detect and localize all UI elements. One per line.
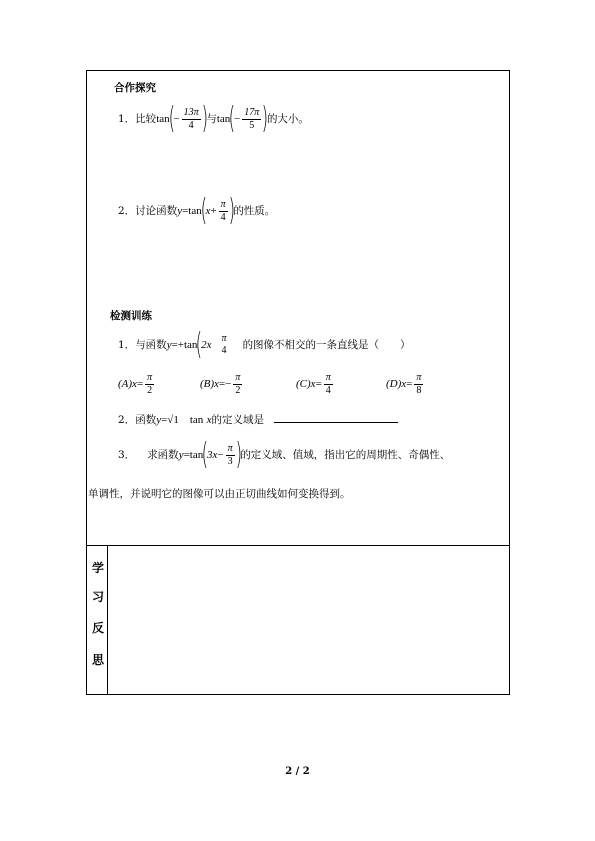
var-y: y (156, 414, 162, 426)
var-x: x (206, 414, 212, 426)
question-number: 2． (118, 205, 136, 217)
question-text: 的定义域、值域，指出它的周期性、奇偶性、 (240, 449, 451, 461)
var-x: x (205, 205, 211, 217)
question-number: 2． (118, 414, 136, 426)
question-text: 与 (206, 113, 217, 125)
question-text: 讨论函数 (135, 205, 178, 217)
section-heading-cooperative: 合作探究 (114, 82, 156, 94)
fraction-17pi-5: $\frac{17\pi}{5}$ (244, 106, 260, 131)
tan-fn: tan (188, 205, 202, 217)
question-2-properties: 2．讨论函数y=tan(x+ $\frac{\pi}{4}$ )的性质。 (118, 193, 276, 228)
question-1-compare: 1．比较tan(− $\frac{13\pi}{4}$ )与tan(− $\frac{17\pi}{5}$ )的大小。 (118, 101, 309, 136)
question-number: 1． (118, 339, 136, 351)
question-text: 函数 (135, 414, 157, 426)
question-text: 的大小。 (266, 113, 309, 125)
practice-question-1: 1．与函数y=+tan(2x π 4 的图像不相交的一条直线是（ ） (118, 327, 411, 362)
reflection-char-1: 学 (91, 561, 104, 575)
option-c[interactable]: (C)x= $\frac{\pi}{4}$ (296, 371, 331, 396)
practice-question-3-continued: 单调性，并说明它的图像可以由正切曲线如何变换得到。 (88, 488, 351, 500)
fraction-pi-4: π 4 (221, 333, 227, 356)
var-y: y (178, 449, 184, 461)
practice-question-3: 3． 求函数y=tan(3x− $\frac{\pi}{3}$ )的定义域、值域，指出它的周期性、奇偶性、 (118, 437, 451, 472)
section-divider (87, 545, 509, 546)
var-y: y (177, 205, 183, 217)
answer-blank[interactable] (274, 422, 398, 423)
var-y: y (166, 339, 172, 351)
fraction-pi-4: $\frac{\pi}{4}$ (220, 198, 226, 223)
reflection-char-3: 反 (91, 621, 104, 635)
arg-3x: 3x (206, 449, 218, 461)
tan-fn: tan (189, 449, 204, 461)
section-heading-practice: 检测训练 (110, 310, 152, 322)
question-number: 1． (118, 113, 136, 125)
function-expression: =+tan (171, 339, 198, 351)
fraction-pi-3: $\frac{\pi}{3}$ (227, 442, 233, 467)
option-a[interactable]: (A)x= $\frac{\pi}{2}$ (118, 371, 153, 396)
page-number: 2 / 2 (285, 766, 310, 777)
option-d[interactable]: (D)x= $\frac{\pi}{8}$ (386, 371, 422, 396)
equals: = (183, 449, 190, 461)
reflection-char-2: 习 (91, 590, 104, 604)
practice-question-2 (118, 412, 398, 428)
tan-fn: tan (156, 113, 170, 125)
question-text: 的性质。 (233, 205, 276, 217)
arg-2x: 2x (201, 339, 212, 351)
sqrt-expression: =√1 tan (161, 414, 204, 426)
question-number: 3． (118, 449, 136, 461)
question-text: 与函数 (135, 339, 167, 351)
reflection-column-divider (107, 545, 108, 694)
equals: = (182, 205, 189, 217)
fraction-13pi-4: $\frac{13\pi}{4}$ (183, 106, 199, 131)
minus-sign: − (173, 113, 180, 125)
tan-fn: tan (216, 113, 231, 125)
minus-sign: − (217, 449, 224, 461)
question-text: 比较 (135, 113, 157, 125)
question-text: 的图像不相交的一条直线是（ ） (242, 339, 411, 351)
reflection-char-4: 思 (91, 653, 104, 667)
minus-sign: − (233, 113, 241, 125)
plus-sign: + (210, 205, 217, 217)
question-text: 求函数 (147, 449, 179, 461)
option-b[interactable]: (B)x=− $\frac{\pi}{2}$ (200, 371, 241, 396)
question-text: 的定义域是 (211, 414, 264, 426)
